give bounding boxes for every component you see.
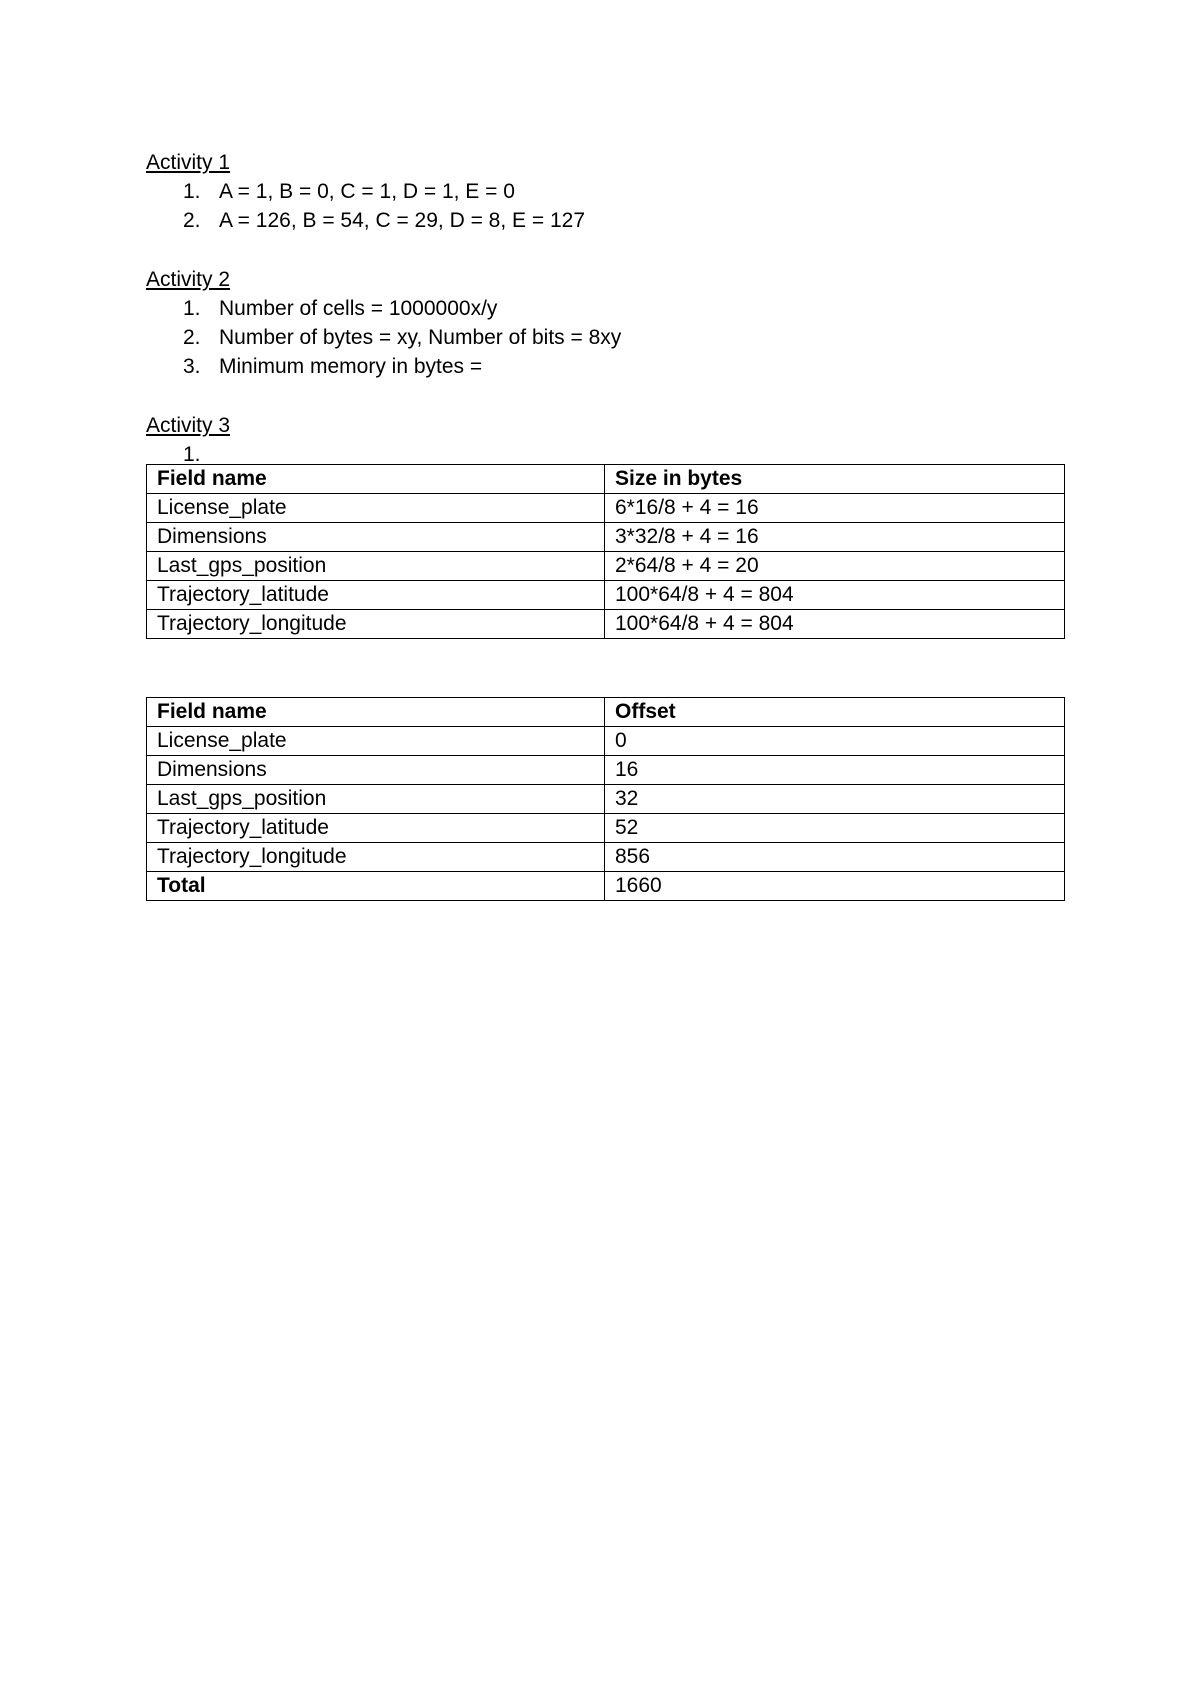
list-number: 1. <box>183 297 201 320</box>
list-item <box>146 294 1064 323</box>
list-item <box>146 177 1064 206</box>
table-cell: 3*32/8 + 4 = 16 <box>605 523 1065 552</box>
list-item <box>146 323 1064 352</box>
activity-1-heading: Activity 1 <box>146 151 231 174</box>
table-total-row <box>147 872 1065 901</box>
table-cell: License_plate <box>147 727 605 756</box>
table-cell: 52 <box>605 814 1065 843</box>
activity-2-heading: Activity 2 <box>146 268 231 291</box>
table-cell: 16 <box>605 756 1065 785</box>
table-row <box>147 610 1065 639</box>
table-row <box>147 727 1065 756</box>
table-header-cell: Size in bytes <box>605 465 1065 494</box>
table-cell: Trajectory_latitude <box>147 581 605 610</box>
list-number: 2. <box>183 326 201 349</box>
table-cell: Last_gps_position <box>147 785 605 814</box>
list-item <box>146 352 1064 381</box>
list-number: 1. <box>183 180 201 203</box>
table-cell: Last_gps_position <box>147 552 605 581</box>
offset-table <box>146 697 1065 901</box>
table-total-value: 1660 <box>605 872 1065 901</box>
table-cell: Trajectory_longitude <box>147 610 605 639</box>
table-cell: Dimensions <box>147 756 605 785</box>
activity-1-section <box>146 148 1064 235</box>
table-header-cell: Field name <box>147 698 605 727</box>
list-number: 3. <box>183 355 201 378</box>
table-cell: 6*16/8 + 4 = 16 <box>605 494 1065 523</box>
table-cell: 0 <box>605 727 1065 756</box>
activity-2-list <box>146 294 1064 381</box>
table-row <box>147 785 1065 814</box>
table-total-label: Total <box>147 872 605 901</box>
table-header-cell: Offset <box>605 698 1065 727</box>
table-row <box>147 814 1065 843</box>
document-body <box>146 148 1064 901</box>
table-cell: License_plate <box>147 494 605 523</box>
table-header-row <box>147 465 1065 494</box>
table-row <box>147 494 1065 523</box>
activity-3-section <box>146 411 1064 901</box>
table-row <box>147 843 1065 872</box>
table-row <box>147 756 1065 785</box>
table-header-row <box>147 698 1065 727</box>
table-row <box>147 581 1065 610</box>
table-spacer <box>146 639 1064 697</box>
table-cell: 32 <box>605 785 1065 814</box>
table-row <box>147 552 1065 581</box>
list-text: A = 1, B = 0, C = 1, D = 1, E = 0 <box>219 180 515 203</box>
activity-3-heading: Activity 3 <box>146 414 231 437</box>
table-cell: 100*64/8 + 4 = 804 <box>605 581 1065 610</box>
table-cell: Dimensions <box>147 523 605 552</box>
table-cell: 2*64/8 + 4 = 20 <box>605 552 1065 581</box>
list-item <box>146 206 1064 235</box>
list-text: Number of bytes = xy, Number of bits = 8xy <box>219 326 622 349</box>
table-cell: Trajectory_latitude <box>147 814 605 843</box>
table-cell: 856 <box>605 843 1065 872</box>
table-row <box>147 523 1065 552</box>
table-cell: Trajectory_longitude <box>147 843 605 872</box>
table-cell: 100*64/8 + 4 = 804 <box>605 610 1065 639</box>
list-number: 2. <box>183 209 201 232</box>
list-text: Minimum memory in bytes = <box>219 355 483 378</box>
activity-1-list <box>146 177 1064 235</box>
activity-2-section <box>146 265 1064 381</box>
activity-3-item-number: 1. <box>183 443 201 466</box>
size-table <box>146 464 1065 639</box>
list-text: A = 126, B = 54, C = 29, D = 8, E = 127 <box>219 209 586 232</box>
list-text: Number of cells = 1000000x/y <box>219 297 498 320</box>
table-header-cell: Field name <box>147 465 605 494</box>
